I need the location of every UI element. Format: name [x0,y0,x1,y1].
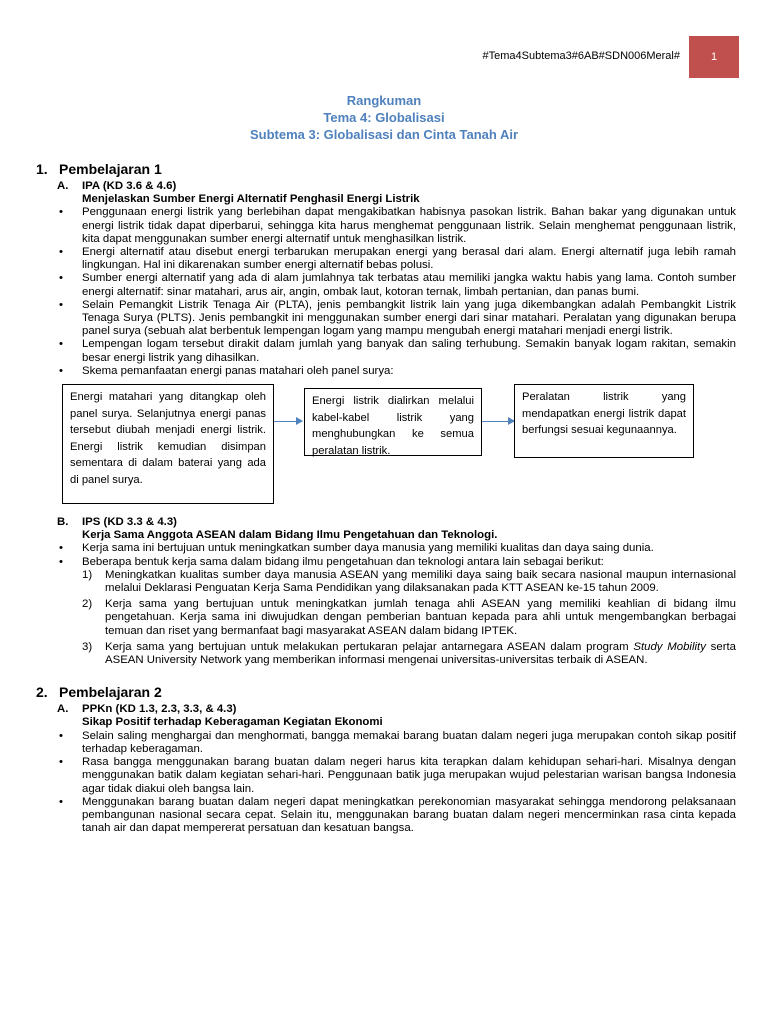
document-titles [0,92,768,143]
list-item: • Sumber energi alternatif yang ada di alam jumlahnya tak terbatas atau memiliki jangka waktu habis yang lama. Contoh sumber energi alternatif: sinar matahari, arus air, angin, ombak laut, kotoran ternak, limbah pertanian, dan panas bumi. [36,272,736,298]
list-item: • Kerja sama ini bertujuan untuk meningkatkan sumber daya manusia yang memiliki kualitas dan daya saing dunia. [36,542,736,555]
item-text-italic: Study Mobility [633,640,706,653]
part-b-bullets [36,542,736,568]
section-2-part-a-subtitle: Sikap Positif terhadap Keberagaman Kegiatan Ekonomi [82,716,383,729]
part-a-title: IPA (KD 3.6 & 4.6) [82,180,177,192]
item-number: 2) [82,598,93,611]
item-text-before: Kerja sama yang bertujuan untuk melakukan pertukaran pelajar antarnegara ASEAN dalam program [105,640,634,653]
diagram-arrow-2 [482,421,514,422]
page-header [0,36,768,78]
list-item: • Lempengan logam tersebut dirakit dalam jumlah yang banyak dan saling terhubung. Semakin banyak logam rakitan, semakin besar energi listrik yang dihasilkan. [36,338,736,364]
section-1-heading [36,160,736,178]
section-2-heading [36,683,736,701]
solar-energy-diagram [36,384,736,512]
part-b-heading [57,516,736,529]
section-2-number: 2. [36,684,48,701]
diagram-arrow-1 [274,421,302,422]
page-number-badge: 1 [689,36,739,78]
part-a-letter: A. [57,180,69,192]
item-text: Kerja sama yang bertujuan untuk meningkatkan jumlah tenaga ahli ASEAN yang memiliki keahlian di bidang ilmu pengetahuan. Kerja sama ini diwujudkan dengan pemberian bantuan kepada para ahli untuk mengembangkan berbagai temuan dan riset yang bermanfaat bagi masyarakat ASEAN dalam bidang IPTEK. [105,598,736,637]
list-item: • Energi alternatif atau disebut energi terbarukan merupakan energi yang berasal dari alam. Energi alternatif juga lebih ramah lingkungan. Hal ini dikarenakan sumber energi alternatif bebas polusi. [36,246,736,272]
list-item: • Selain Pemangkit Listrik Tenaga Air (PLTA), jenis pembangkit listrik lain yang juga dikembangkan adalah Pembangkit Listrik Tenaga Surya (PLTS). Jenis pembangkit ini menggunakan sumber energi dari sinar matahari. Peralatan yang digunakan berupa panel surya (sebuah alat berbentuk lempengan logam yang mampu mengubah energi matahari menjadi energi listrik. [36,299,736,339]
section-2-title: Pembelajaran 2 [59,684,162,701]
item-text-after: serta ASEAN University Network yang memberikan informasi mengenai universitas-universitas terbaik di ASEAN. [105,640,736,667]
section-1-part-a [57,180,736,193]
list-item: • Rasa bangga menggunakan barang buatan dalam negeri harus kita terapkan dalam kehidupan sehari-hari. Misalnya dengan menggunakan batik dalam kegiatan sehari-hari. Penggunaan batik juga merupakan wujud pelestarian warisan bangsa Indonesia agar tidak diakui oleh bangsa lain. [36,756,736,796]
diagram-box-solar-panel: Energi matahari yang ditangkap oleh panel surya. Selanjutnya energi panas tersebut diubah menjadi energi listrik. Energi listrik kemudian disimpan sementara di dalam baterai yang ada di panel surya. [62,384,274,504]
part-a-subtitle: Menjelaskan Sumber Energi Alternatif Penghasil Energi Listrik [82,193,420,206]
diagram-box-appliances: Peralatan listrik yang mendapatkan energi listrik dapat berfungsi sesuai kegunaannya. [514,384,694,458]
list-item: • Beberapa bentuk kerja sama dalam bidang ilmu pengetahuan dan teknologi antara lain sebagai berikut: [36,556,736,569]
part-b-title: IPS (KD 3.3 & 4.3) [82,516,177,529]
section-1-part-b [57,516,736,529]
section-2-part-a-bullets [36,730,736,836]
part-b-letter: B. [57,516,69,529]
list-item: • Selain saling menghargai dan menghormati, bangga memakai barang buatan dalam negeri juga merupakan contoh sikap positif terhadap keberagaman. [36,730,736,756]
item-text: Meningkatkan kualitas sumber daya manusia ASEAN yang memiliki daya saing baik secara nasional maupun internasional melalui Deklarasi Penguatan Kerja Sama Pendidikan yang dilaksanakan pada KTT ASEAN ke-15 tahun 2009. [105,568,736,595]
part-a-bullets [36,206,736,378]
part-a-heading [57,180,736,193]
section-2-part-a-title: PPKn (KD 1.3, 2.3, 3.3, & 4.3) [82,703,237,716]
item-number: 3) [82,640,93,653]
section-2-part-a-letter: A. [57,703,69,716]
diagram-box-cables: Energi listrik dialirkan melalui kabel-kabel listrik yang menghubungkan ke semua peralatan listrik. [304,388,482,456]
part-b-numbered-list [82,569,736,667]
numbered-item [82,569,736,595]
part-b-subtitle: Kerja Sama Anggota ASEAN dalam Bidang Ilmu Pengetahuan dan Teknologi. [82,529,498,542]
list-item: • Penggunaan energi listrik yang berlebihan dapat mengakibatkan habisnya pasokan listrik. Bahan bakar yang digunakan untuk energi listrik tidak dapat diperbarui, sehingga kita harus menghemat penggunaan listrik. Selain menghemat penggunaan listrik, kita dapat menggunakan sumber energi alternatif untuk menghasilkan listrik. [36,206,736,246]
section-2-part-a-heading [57,703,736,716]
item-number: 1) [82,568,93,581]
section-1-title: Pembelajaran 1 [59,161,162,177]
document-body [36,160,736,835]
list-item: • Menggunakan barang buatan dalam negeri dapat meningkatkan perekonomian masyarakat sehingga mendorong pelaksanaan pembangunan nasional secara cepat. Selain itu, menggunakan barang buatan dalam negeri mencerminkan rasa cinta kepada tanah air dan dapat mempererat persatuan dan kesatuan bangsa. [36,796,736,836]
numbered-item [82,641,736,667]
header-tag: #Tema4Subtema3#6AB#SDN006Meral# [482,50,680,62]
list-item: • Skema pemanfaatan energi panas matahari oleh panel surya: [36,365,736,378]
section-1-number: 1. [36,161,48,177]
title-line-2: Tema 4: Globalisasi [323,110,445,125]
title-line-1: Rangkuman [346,93,422,108]
numbered-item [82,598,736,638]
section-2-part-a [57,703,736,716]
title-line-3: Subtema 3: Globalisasi dan Cinta Tanah Air [250,127,518,142]
